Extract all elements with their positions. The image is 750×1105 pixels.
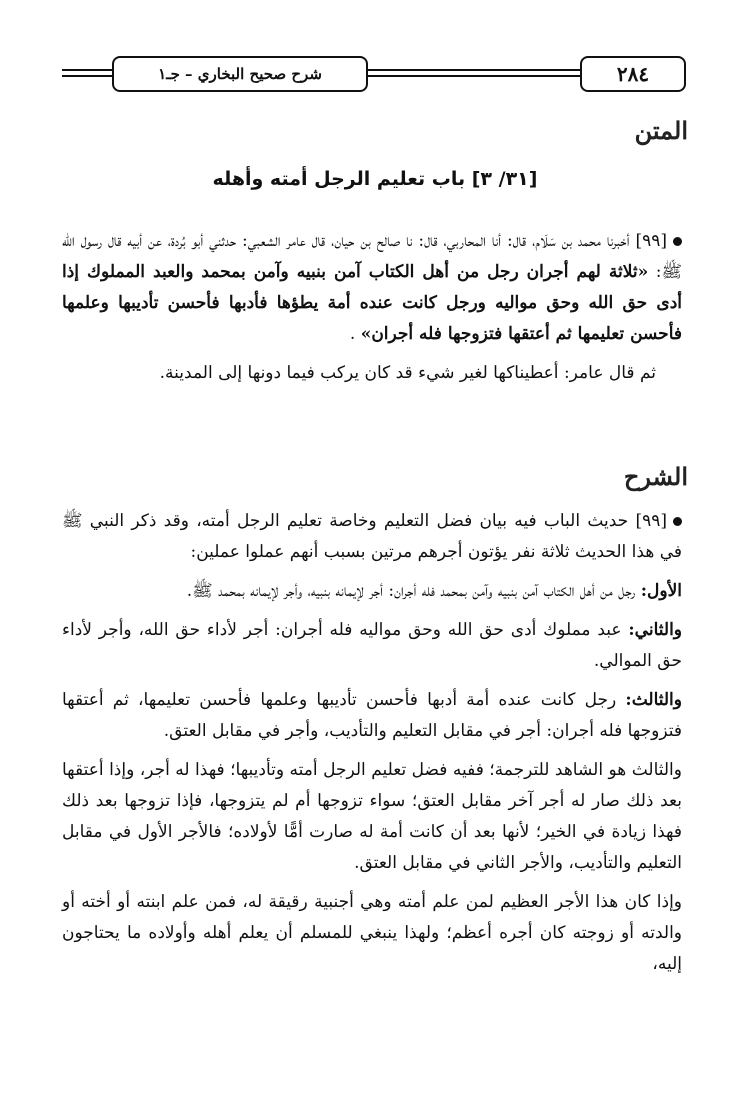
bullet-icon: [673, 237, 682, 246]
first-text: رجل من أهل الكتاب آمن بنبيه وآمن بمحمد فله أجران: أجر لإيمانه بنبيه، وأجر لإيمانه بمحمد ﷺ.: [186, 581, 636, 601]
hadith-isnad: أخبرنا محمد بن سَلَام، قال: أنا المحاربي، قال: نا صالح بن حيان، قال عامر الشعبي: حدثني أبو بُردة، عن أبيه قال رسول الله ﷺ:: [62, 231, 683, 282]
hadith-end: .: [349, 324, 356, 344]
hadith-paragraph: [62, 226, 682, 350]
hadith-note: ثم قال عامر: أعطيناكها لغير شيء قد كان يركب فيما دونها إلى المدينة.: [159, 363, 656, 383]
sharh-para1: والثالث هو الشاهد للترجمة؛ ففيه فضل تعليم الرجل أمته وتأديبها؛ فهذا له أجر، وإذا أعتقها بعد ذلك صار له أجر آخر مقابل العتق؛ سواء تزوجها أم لم يتزوجها، فإذا تزوجها بعد ذلك فهذا زيادة في الخير؛ لأنها بعد أن كانت أمة له صارت أمًّا لأولاده؛ فالأجر الأول في مقابل التعليم والتأديب، والأجر الثاني في مقابل العتق.: [62, 760, 682, 873]
book-title: شرح صحيح البخاري – جـ١: [112, 56, 368, 92]
third-text: رجل كانت عنده أمة أدبها فأحسن تأديبها وعلمها فأحسن تعليمها، ثم أعتقها فتزوجها فله أجران: أجر في مقابل التعليم والتأديب، وأجر في مقابل العتق.: [62, 690, 682, 741]
sharh-para2: وإذا كان هذا الأجر العظيم لمن علم أمته وهي أجنبية رقيقة له، فمن علم ابنته أو أخته أو والدته أو زوجته كان أجره أعظم؛ ولهذا ينبغي للمسلم أن يعلم أهله وأولاده ما يحتاجون إليه،: [62, 892, 682, 974]
page-number: ٢٨٤: [580, 56, 686, 92]
sharh-third: [62, 685, 682, 747]
sharh-second: [62, 615, 682, 677]
hadith-block: [62, 226, 682, 397]
second-label: والثاني:: [628, 620, 683, 640]
page-header: [62, 56, 680, 92]
sharh-first: [62, 576, 682, 607]
hadith-matn: «ثلاثة لهم أجران رجل من أهل الكتاب آمن بنبيه وآمن بمحمد والعبد المملوك إذا أدى حق الله وحق مواليه ورجل كانت عنده أمة يطؤها فأدبها فأحسن تأديبها وعلمها فأحسن تعليمها ثم أعتقها فتزوجها فله أجران»: [62, 262, 682, 344]
sharh-intro: [62, 506, 682, 568]
sharh-block: [62, 506, 682, 988]
chapter-title: [٣١/ ٣] باب تعليم الرجل أمته وأهله: [212, 168, 538, 190]
sharh-intro-text: حديث الباب فيه بيان فضل التعليم وخاصة تعليم الرجل أمته، وقد ذكر النبي ﷺ في هذا الحديث ثلاثة نفر يؤتون أجرهم مرتين بسبب أنهم عملوا عملين:: [62, 511, 682, 562]
hadith-number: [٩٩]: [635, 231, 667, 251]
sharh-label: الشرح: [623, 462, 688, 491]
sharh-number: [٩٩]: [635, 511, 667, 531]
third-label: والثالث:: [625, 690, 682, 710]
matn-label: المتن: [634, 116, 688, 145]
bullet-icon: [673, 517, 682, 526]
second-text: عبد مملوك أدى حق الله وحق مواليه فله أجران: أجر لأداء حق الله، وأجر لأداء حق الموالي.: [62, 620, 682, 671]
first-label: الأول:: [640, 581, 682, 601]
